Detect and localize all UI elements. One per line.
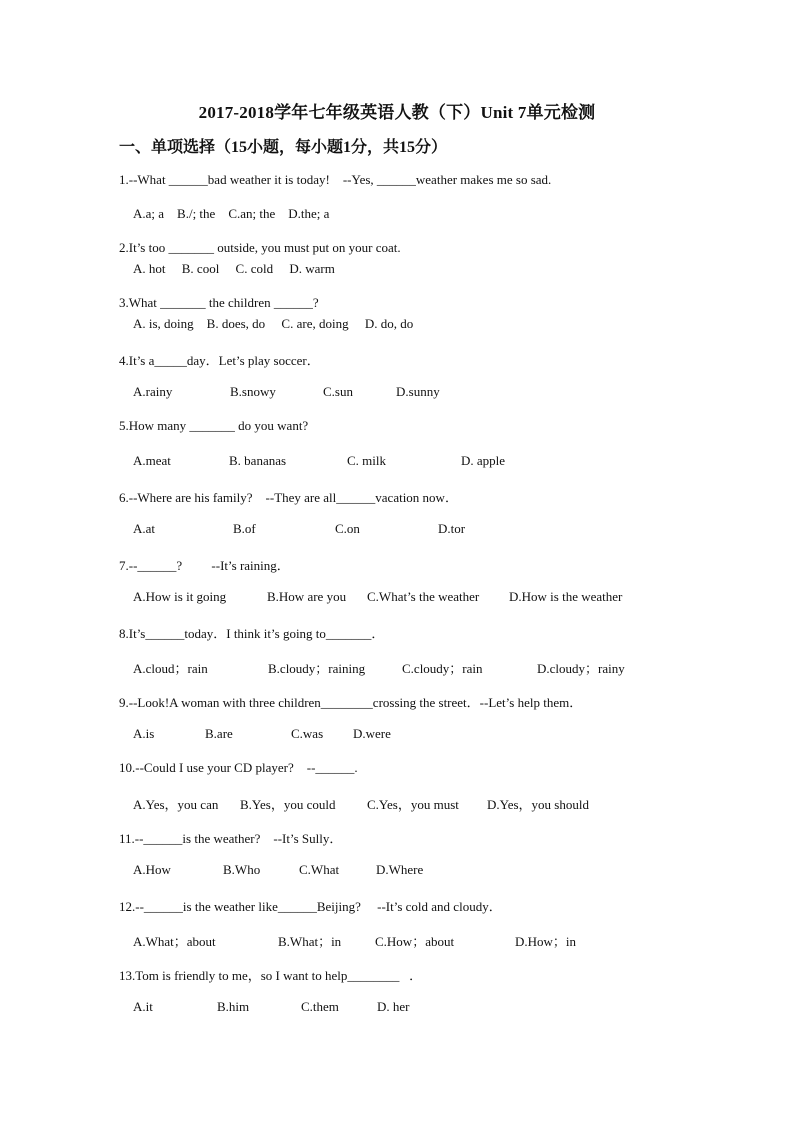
option-c: C.Yes，you must: [367, 797, 459, 812]
option-c: C. milk: [347, 453, 387, 468]
question-9: 9.--Look!A woman with three children________crossing the street．--Let’s help them．: [119, 695, 583, 710]
option-c: C.was: [291, 726, 324, 741]
option-a: A.cloud；rain: [133, 661, 208, 676]
options-2: A. hot B. cool C. cold D. warm: [133, 261, 335, 276]
option-d: D. apple: [461, 453, 506, 468]
option-a: A.How is it going: [133, 589, 227, 604]
question-7: 7.--______? --It’s raining．: [119, 558, 290, 573]
option-a: A.What；about: [133, 934, 216, 949]
option-b: B.are: [205, 726, 233, 741]
option-b: B.snowy: [230, 384, 276, 399]
option-b: B.cloudy；raining: [268, 661, 366, 676]
option-c: C.them: [301, 999, 339, 1014]
option-c: C.How；about: [375, 934, 455, 949]
question-1: 1.--What ______bad weather it is today! --Yes, ______weather makes me so sad.: [119, 172, 552, 187]
option-a: A.rainy: [133, 384, 173, 399]
option-c: C.sun: [323, 384, 353, 399]
option-d: D. her: [377, 999, 410, 1014]
option-a: A.meat: [133, 453, 171, 468]
question-12: 12.--______is the weather like______Beijing? --It’s cold and cloudy．: [119, 899, 502, 914]
option-a: A.How: [133, 862, 171, 877]
question-5: 5.How many _______ do you want?: [119, 418, 309, 433]
question-6: 6.--Where are his family? --They are all______vacation now．: [119, 490, 458, 505]
question-4: 4.It’s a_____day．Let’s play soccer．: [119, 353, 320, 368]
options-3: A. is, doing B. does, do C. are, doing D. do, do: [133, 316, 414, 331]
option-a: A.Yes，you can: [133, 797, 219, 812]
question-2: 2.It’s too _______ outside, you must put on your coat.: [119, 240, 401, 255]
option-b: B.him: [217, 999, 250, 1014]
question-10: 10.--Could I use your CD player? --______.: [119, 760, 358, 775]
option-a: A.it: [133, 999, 153, 1014]
option-c: C.What: [299, 862, 340, 877]
question-11: 11.--______is the weather? --It’s Sully．: [119, 831, 343, 846]
option-b: B. bananas: [229, 453, 287, 468]
option-c: C.on: [335, 521, 360, 536]
option-d: D.Yes，you should: [487, 797, 589, 812]
exam-title: 2017-2018学年七年级英语人教（下）Unit 7单元检测: [198, 103, 596, 122]
question-13: 13.Tom is friendly to me，so I want to help________ ．: [119, 968, 423, 983]
option-d: D.Where: [376, 862, 424, 877]
option-c: C.cloudy；rain: [402, 661, 483, 676]
option-d: D.were: [353, 726, 391, 741]
option-b: B.of: [233, 521, 256, 536]
options-1: A.a; a B./; the C.an; the D.the; a: [133, 206, 330, 221]
option-d: D.sunny: [396, 384, 440, 399]
option-b: B.Yes，you could: [240, 797, 336, 812]
option-d: D.How；in: [515, 934, 577, 949]
option-b: B.What；in: [278, 934, 342, 949]
option-b: B.How are you: [267, 589, 347, 604]
option-b: B.Who: [223, 862, 261, 877]
option-d: D.tor: [438, 521, 466, 536]
question-8: 8.It’s______today．I think it’s going to_______．: [119, 626, 385, 641]
options-13: [133, 999, 410, 1095]
question-3: 3.What _______ the children ______?: [119, 295, 319, 310]
option-a: A.is: [133, 726, 155, 741]
option-a: A.at: [133, 521, 156, 536]
option-d: D.cloudy；rainy: [537, 661, 625, 676]
section-heading: 一、单项选择（15小题，每小题1分，共15分）: [119, 139, 448, 156]
option-c: C.What’s the weather: [367, 589, 480, 604]
option-d: D.How is the weather: [509, 589, 623, 604]
